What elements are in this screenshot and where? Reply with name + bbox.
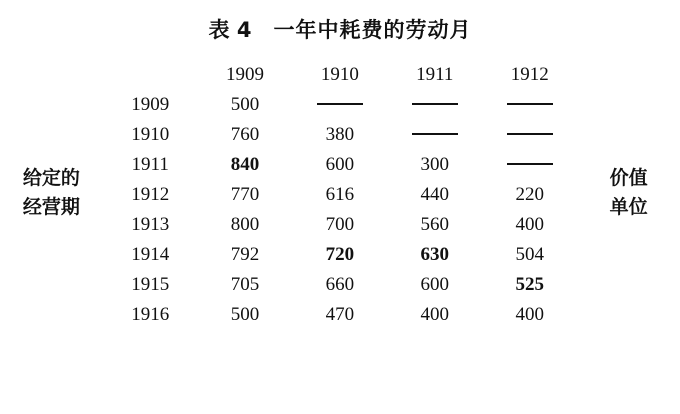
table-cell: 720 bbox=[325, 244, 355, 265]
column-header: 1911 bbox=[416, 64, 454, 85]
table-cell: 525 bbox=[515, 274, 544, 295]
table-row bbox=[103, 270, 577, 300]
table-cell: 800 bbox=[230, 214, 260, 235]
row-header: 1911 bbox=[131, 154, 169, 175]
table-cell-dash bbox=[387, 120, 482, 150]
em-dash-icon bbox=[412, 103, 458, 105]
table-row bbox=[103, 210, 577, 240]
table-cell: 220 bbox=[515, 184, 544, 205]
column-header: 1909 bbox=[225, 64, 264, 85]
table-cell: 504 bbox=[515, 244, 544, 265]
right-axis-label-line2: 单位 bbox=[609, 196, 648, 219]
table-cell: 840 bbox=[230, 154, 260, 175]
row-header: 1914 bbox=[131, 244, 170, 265]
table-cell: 616 bbox=[325, 184, 355, 205]
row-header: 1915 bbox=[131, 274, 170, 295]
table-header-row bbox=[103, 60, 577, 90]
left-axis-label-line1: 给定的 bbox=[22, 167, 80, 189]
table-body bbox=[103, 90, 577, 330]
table-cell-dash bbox=[482, 90, 577, 120]
table-row bbox=[103, 240, 577, 270]
right-axis-label bbox=[577, 60, 680, 223]
table-cell: 500 bbox=[230, 304, 260, 325]
table-cell-dash bbox=[292, 90, 387, 120]
em-dash-icon bbox=[507, 133, 553, 135]
table-cell: 760 bbox=[230, 124, 260, 145]
table-caption: 一年中耗费的劳动月 bbox=[273, 18, 472, 42]
document-page bbox=[0, 14, 680, 414]
left-axis-label-line2: 经营期 bbox=[22, 196, 80, 219]
table-cell: 600 bbox=[325, 154, 355, 175]
table-cell: 630 bbox=[420, 244, 450, 265]
row-header: 1912 bbox=[131, 184, 170, 205]
table-cell: 705 bbox=[230, 274, 260, 295]
right-axis-label-line1: 价值 bbox=[609, 167, 648, 189]
table-row bbox=[103, 120, 577, 150]
table-cell-dash bbox=[482, 120, 577, 150]
table-row bbox=[103, 300, 577, 330]
em-dash-icon bbox=[507, 103, 553, 105]
table-cell: 440 bbox=[420, 184, 450, 205]
table-cell: 792 bbox=[230, 244, 260, 265]
column-header: 1910 bbox=[320, 64, 359, 85]
table-cell: 400 bbox=[515, 304, 544, 325]
em-dash-icon bbox=[412, 133, 458, 135]
table-corner-cell bbox=[103, 60, 198, 90]
table-cell: 700 bbox=[325, 214, 355, 235]
left-axis-label bbox=[0, 60, 103, 223]
table-cell-dash bbox=[482, 150, 577, 180]
table-cell: 400 bbox=[420, 304, 450, 325]
table-row bbox=[103, 90, 577, 120]
table-cell: 560 bbox=[420, 214, 450, 235]
table-cell: 400 bbox=[515, 214, 544, 235]
table-cell: 500 bbox=[230, 94, 260, 115]
column-header: 1912 bbox=[510, 64, 549, 85]
table-cell: 470 bbox=[325, 304, 355, 325]
table-row bbox=[103, 180, 577, 210]
table-header bbox=[103, 60, 577, 90]
em-dash-icon bbox=[317, 103, 363, 105]
row-header: 1913 bbox=[131, 214, 170, 235]
labour-months-table bbox=[103, 60, 577, 330]
table-cell: 600 bbox=[420, 274, 450, 295]
row-header: 1910 bbox=[131, 124, 170, 145]
em-dash-icon bbox=[507, 163, 553, 165]
row-header: 1909 bbox=[131, 94, 170, 115]
page-title bbox=[0, 14, 680, 44]
row-header: 1916 bbox=[131, 304, 170, 325]
table-cell-dash bbox=[387, 90, 482, 120]
table-layout bbox=[0, 60, 680, 330]
table-cell: 300 bbox=[420, 154, 450, 175]
table-number: 表 4 bbox=[208, 18, 252, 42]
table-row bbox=[103, 150, 577, 180]
table-cell: 660 bbox=[325, 274, 355, 295]
table-cell: 770 bbox=[230, 184, 260, 205]
table-cell: 380 bbox=[325, 124, 355, 145]
